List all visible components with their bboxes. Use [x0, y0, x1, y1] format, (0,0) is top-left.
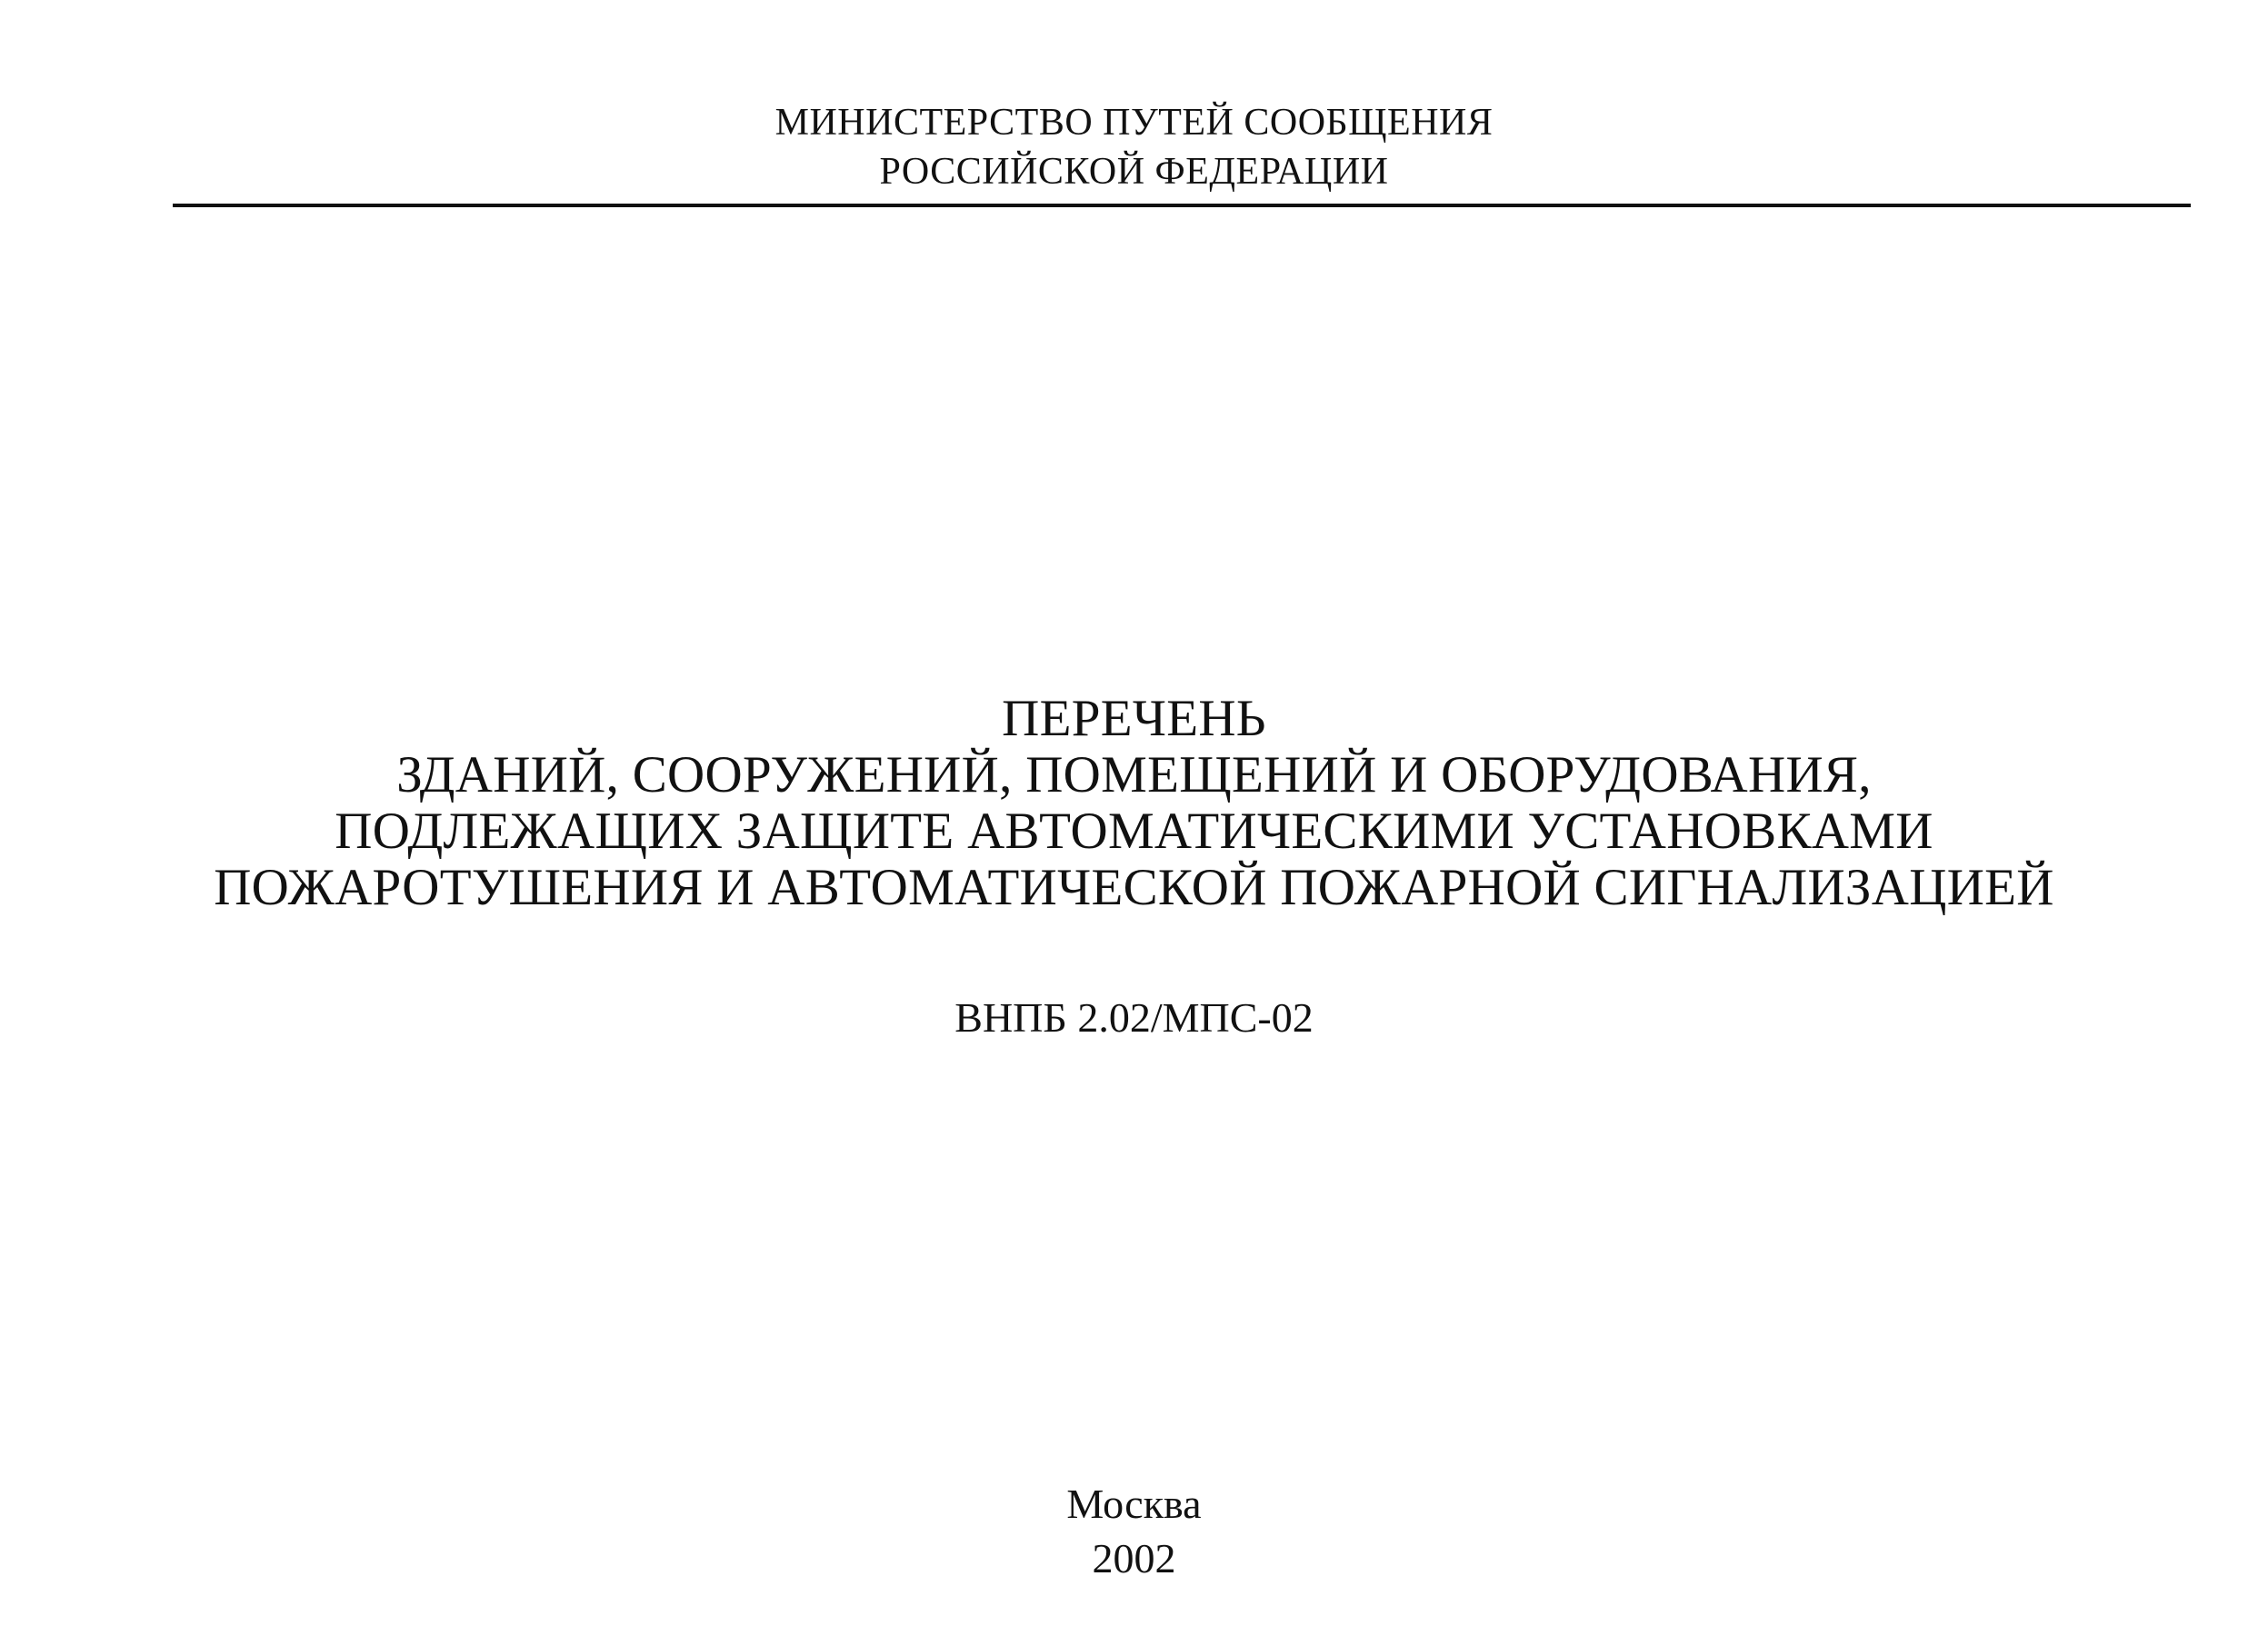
publication-year: 2002	[1092, 1535, 1176, 1581]
title-line-2: ПОДЛЕЖАЩИХ ЗАЩИТЕ АВТОМАТИЧЕСКИМИ УСТАНОВКАМИ	[335, 803, 1933, 860]
title-line-1: ЗДАНИЙ, СООРУЖЕНИЙ, ПОМЕЩЕНИЙ И ОБОРУДОВАНИЯ,	[396, 746, 1872, 803]
document-code: ВНПБ 2.02/МПС-02	[954, 994, 1314, 1041]
ministry-name-line-2: РОССИЙСКОЙ ФЕДЕРАЦИИ	[879, 151, 1389, 193]
ministry-name-line-1: МИНИСТЕРСТВО ПУТЕЙ СООБЩЕНИЯ	[774, 102, 1494, 144]
document-title	[0, 691, 2268, 916]
title-heading: ПЕРЕЧЕНЬ	[1002, 690, 1266, 747]
ministry-header	[0, 98, 2268, 196]
header-divider	[173, 204, 2191, 207]
title-line-3: ПОЖАРОТУШЕНИЯ И АВТОМАТИЧЕСКОЙ ПОЖАРНОЙ СИГНАЛИЗАЦИЕЙ	[214, 859, 2054, 916]
publication-city: Москва	[1066, 1481, 1202, 1527]
publication-info	[0, 1477, 2268, 1586]
